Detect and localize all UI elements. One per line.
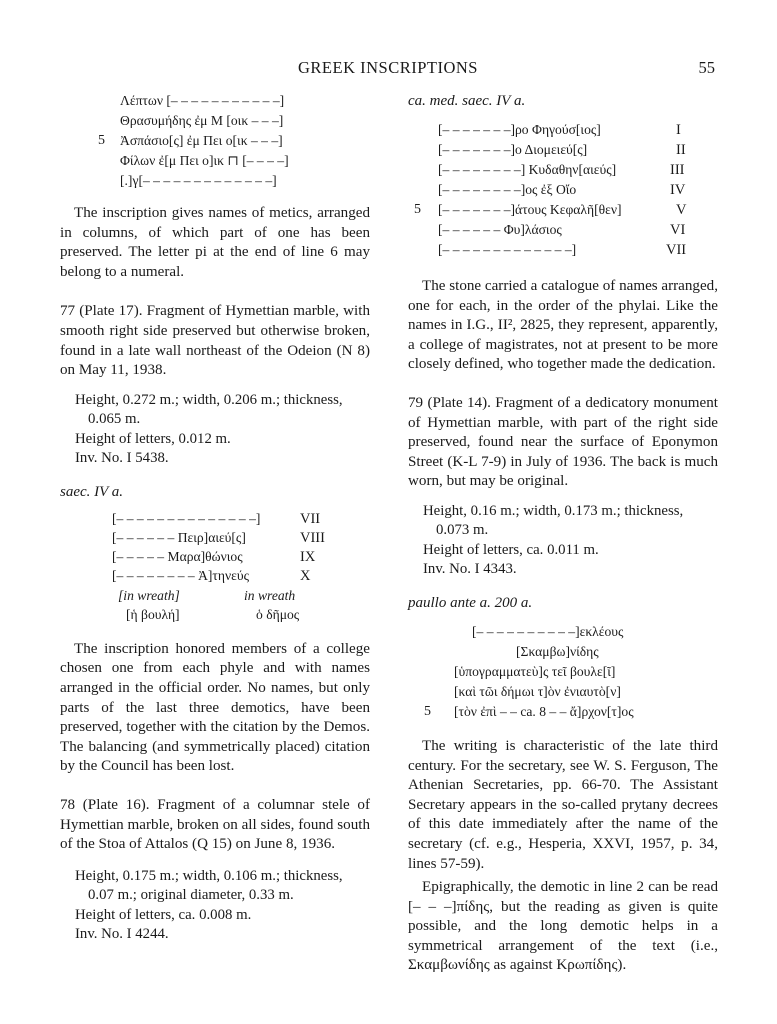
citation-demos: ὁ δῆμος	[256, 606, 300, 622]
paragraph-78-commentary: The stone carried a catalogue of names arranged, one for each, in the order of the phylai. Like the names in I.G., II², 2825, they represent, apparently, a college of magistrates, not at present to be more closely defined, who together made the dedication.	[408, 278, 718, 373]
letter-height-79: Height of letters, ca. 0.011 m.	[423, 541, 599, 558]
citation-council: [ἡ βουλή]	[126, 606, 180, 622]
inscription-line: Φίλων ἐ[μ Πει ο]ικ ⊓ [– – – –]	[120, 153, 289, 168]
numeral: IV	[670, 182, 686, 198]
numeral: X	[300, 567, 311, 584]
inscription-line: [– – – – – – –]ρο Φηγούσ[ιος]	[438, 122, 601, 137]
inscription-line: [.]γ[– – – – – – – – – – – – –]	[120, 173, 277, 188]
paragraph-79-commentary-b: Epigraphically, the demotic in line 2 can be read [– – –]πίδης, but the reading as given is quite possible, and the long demotic helps in a symmetrical arrangement of the text (i.e., Σκαμβωνίδης as against Κρωπίδης).	[408, 879, 718, 974]
date-79: paullo ante a. 200 a.	[408, 594, 533, 611]
inscription-line: Θρασυμήδης ἐμ Μ [οικ – – –]	[120, 113, 284, 128]
numeral: V	[676, 202, 687, 218]
paragraph-76-commentary: The inscription gives names of metics, arranged in columns, of which part of one has been preserved. The letter pi at the end of line 6 may belong to a numeral.	[60, 205, 370, 280]
inscription-line: Λέπτων [– – – – – – – – – – –]	[120, 93, 285, 108]
inscription-line: [– – – – – – Φυ]λάσιος	[438, 222, 562, 237]
wreath-label-demos: in wreath	[244, 587, 296, 603]
numeral: II	[676, 142, 686, 158]
inscription-line: [– – – – – Μαρα]θώνιος	[112, 548, 243, 564]
numeral: IX	[300, 548, 316, 565]
inscription-77	[60, 510, 370, 630]
paragraph-78-intro: 78 (Plate 16). Fragment of a columnar stele of Hymettian marble, broken on all sides, found south of the Stoa of Attalos (Q 15) on June 8, 1936.	[60, 796, 370, 853]
inscription-line: [– – – – – – – – – – – – –]	[438, 242, 577, 257]
paragraph-79-commentary-a: The writing is characteristic of the late third century. For the secretary, see W. S. Ferguson, The Athenian Secretaries, pp. 66-70. The Assistant Secretary appears in the so-called prytany decrees of this date immediately after the name of the secretary (cf. e.g., Hesperia, XXVI, 1957, p. 34, lines 57-59).	[408, 737, 718, 872]
inventory-79: Inv. No. I 4343.	[423, 561, 517, 578]
right-column	[408, 92, 718, 976]
inscription-76	[60, 92, 370, 192]
inscription-line: [– – – – – – – – Ἀ]τηνεύς	[112, 567, 249, 583]
left-column	[60, 92, 370, 945]
running-head	[0, 58, 777, 80]
dimensions-78: Height, 0.175 m.; width, 0.106 m.; thickness, 0.07 m.; original diameter, 0.33 m.	[75, 867, 343, 904]
wreath-label-council: [in wreath]	[118, 587, 180, 603]
inscription-79	[408, 623, 718, 723]
inventory-78: Inv. No. I 4244.	[75, 926, 169, 943]
line-number: 5	[414, 202, 421, 217]
inscription-line: [– – – – – – –]ο Διομειεύ[ς]	[438, 142, 588, 157]
inscription-line: [– – – – – – Πειρ]αιεύ[ς]	[112, 529, 246, 545]
line-number: 5	[424, 703, 431, 719]
running-title: GREEK INSCRIPTIONS	[298, 58, 478, 77]
paragraph-77-intro: 77 (Plate 17). Fragment of Hymettian marble, with smooth right side preserved but otherwise broken, found in a late wall northeast of the Odeion (N 8) on May 11, 1938.	[60, 303, 370, 379]
page-number: 55	[698, 58, 715, 77]
inscription-line: [– – – – – – – – – – – – – –]	[112, 510, 261, 526]
numeral: VIII	[300, 529, 325, 546]
inscription-line: [– – – – – – –]άτους Κεφαλῆ[θεν]	[438, 202, 622, 217]
inscription-line: [ὑπογραμματεὺ]ς τεῖ βουλε[ῖ]	[454, 663, 616, 679]
numeral: VI	[670, 222, 686, 238]
line-number: 5	[98, 133, 105, 148]
dimensions-79: Height, 0.16 m.; width, 0.173 m.; thickness, 0.073 m.	[423, 502, 684, 539]
numeral: VII	[300, 510, 321, 527]
inventory-77: Inv. No. I 5438.	[75, 450, 169, 467]
date-78: ca. med. saec. IV a.	[408, 93, 526, 109]
paragraph-77-commentary: The inscription honored members of a college chosen one from each phyle and with names arranged in the official order. No names, but only parts of the last three demotics, have been preserved, together with the citation by the Demos. The balancing (and symmetrically placed) citation by the Council has been lost.	[60, 640, 370, 775]
dimensions-77: Height, 0.272 m.; width, 0.206 m.; thickness, 0.065 m.	[75, 391, 343, 428]
numeral: III	[670, 162, 685, 178]
date-77: saec. IV a.	[60, 483, 124, 500]
inscription-line: [τὸν ἐπὶ – – ca. 8 – – ἄ]ρχον[τ]ος	[454, 703, 634, 719]
numeral: I	[676, 122, 681, 138]
inscription-line: [– – – – – – – –] Κυδαθην[αιεύς]	[438, 162, 617, 177]
letter-height-78: Height of letters, ca. 0.008 m.	[75, 906, 252, 923]
inscription-line: [καὶ τῶι δήμωι τ]ὸν ἐνιαυτὸ[ν]	[454, 683, 621, 699]
letter-height-77: Height of letters, 0.012 m.	[75, 430, 231, 447]
numeral: VII	[666, 242, 687, 258]
inscription-line: [– – – – – – – –]ος ἐξ Οἴο	[438, 182, 577, 197]
inscription-78	[408, 121, 718, 261]
inscription-line: [– – – – – – – – – –]εκλέους	[472, 623, 624, 639]
paragraph-79-intro: 79 (Plate 14). Fragment of a dedicatory monument of Hymettian marble, with part of the right side preserved, found near the surface of Eponymon Street (K-L 7-9) in July of 1936. The back is much worn, but may be original.	[408, 394, 718, 490]
inscription-line: [Σκαμβω]νίδης	[516, 643, 599, 659]
inscription-line: Ἀσπάσιο[ς] ἐμ Πει ο[ικ – – –]	[120, 133, 283, 148]
